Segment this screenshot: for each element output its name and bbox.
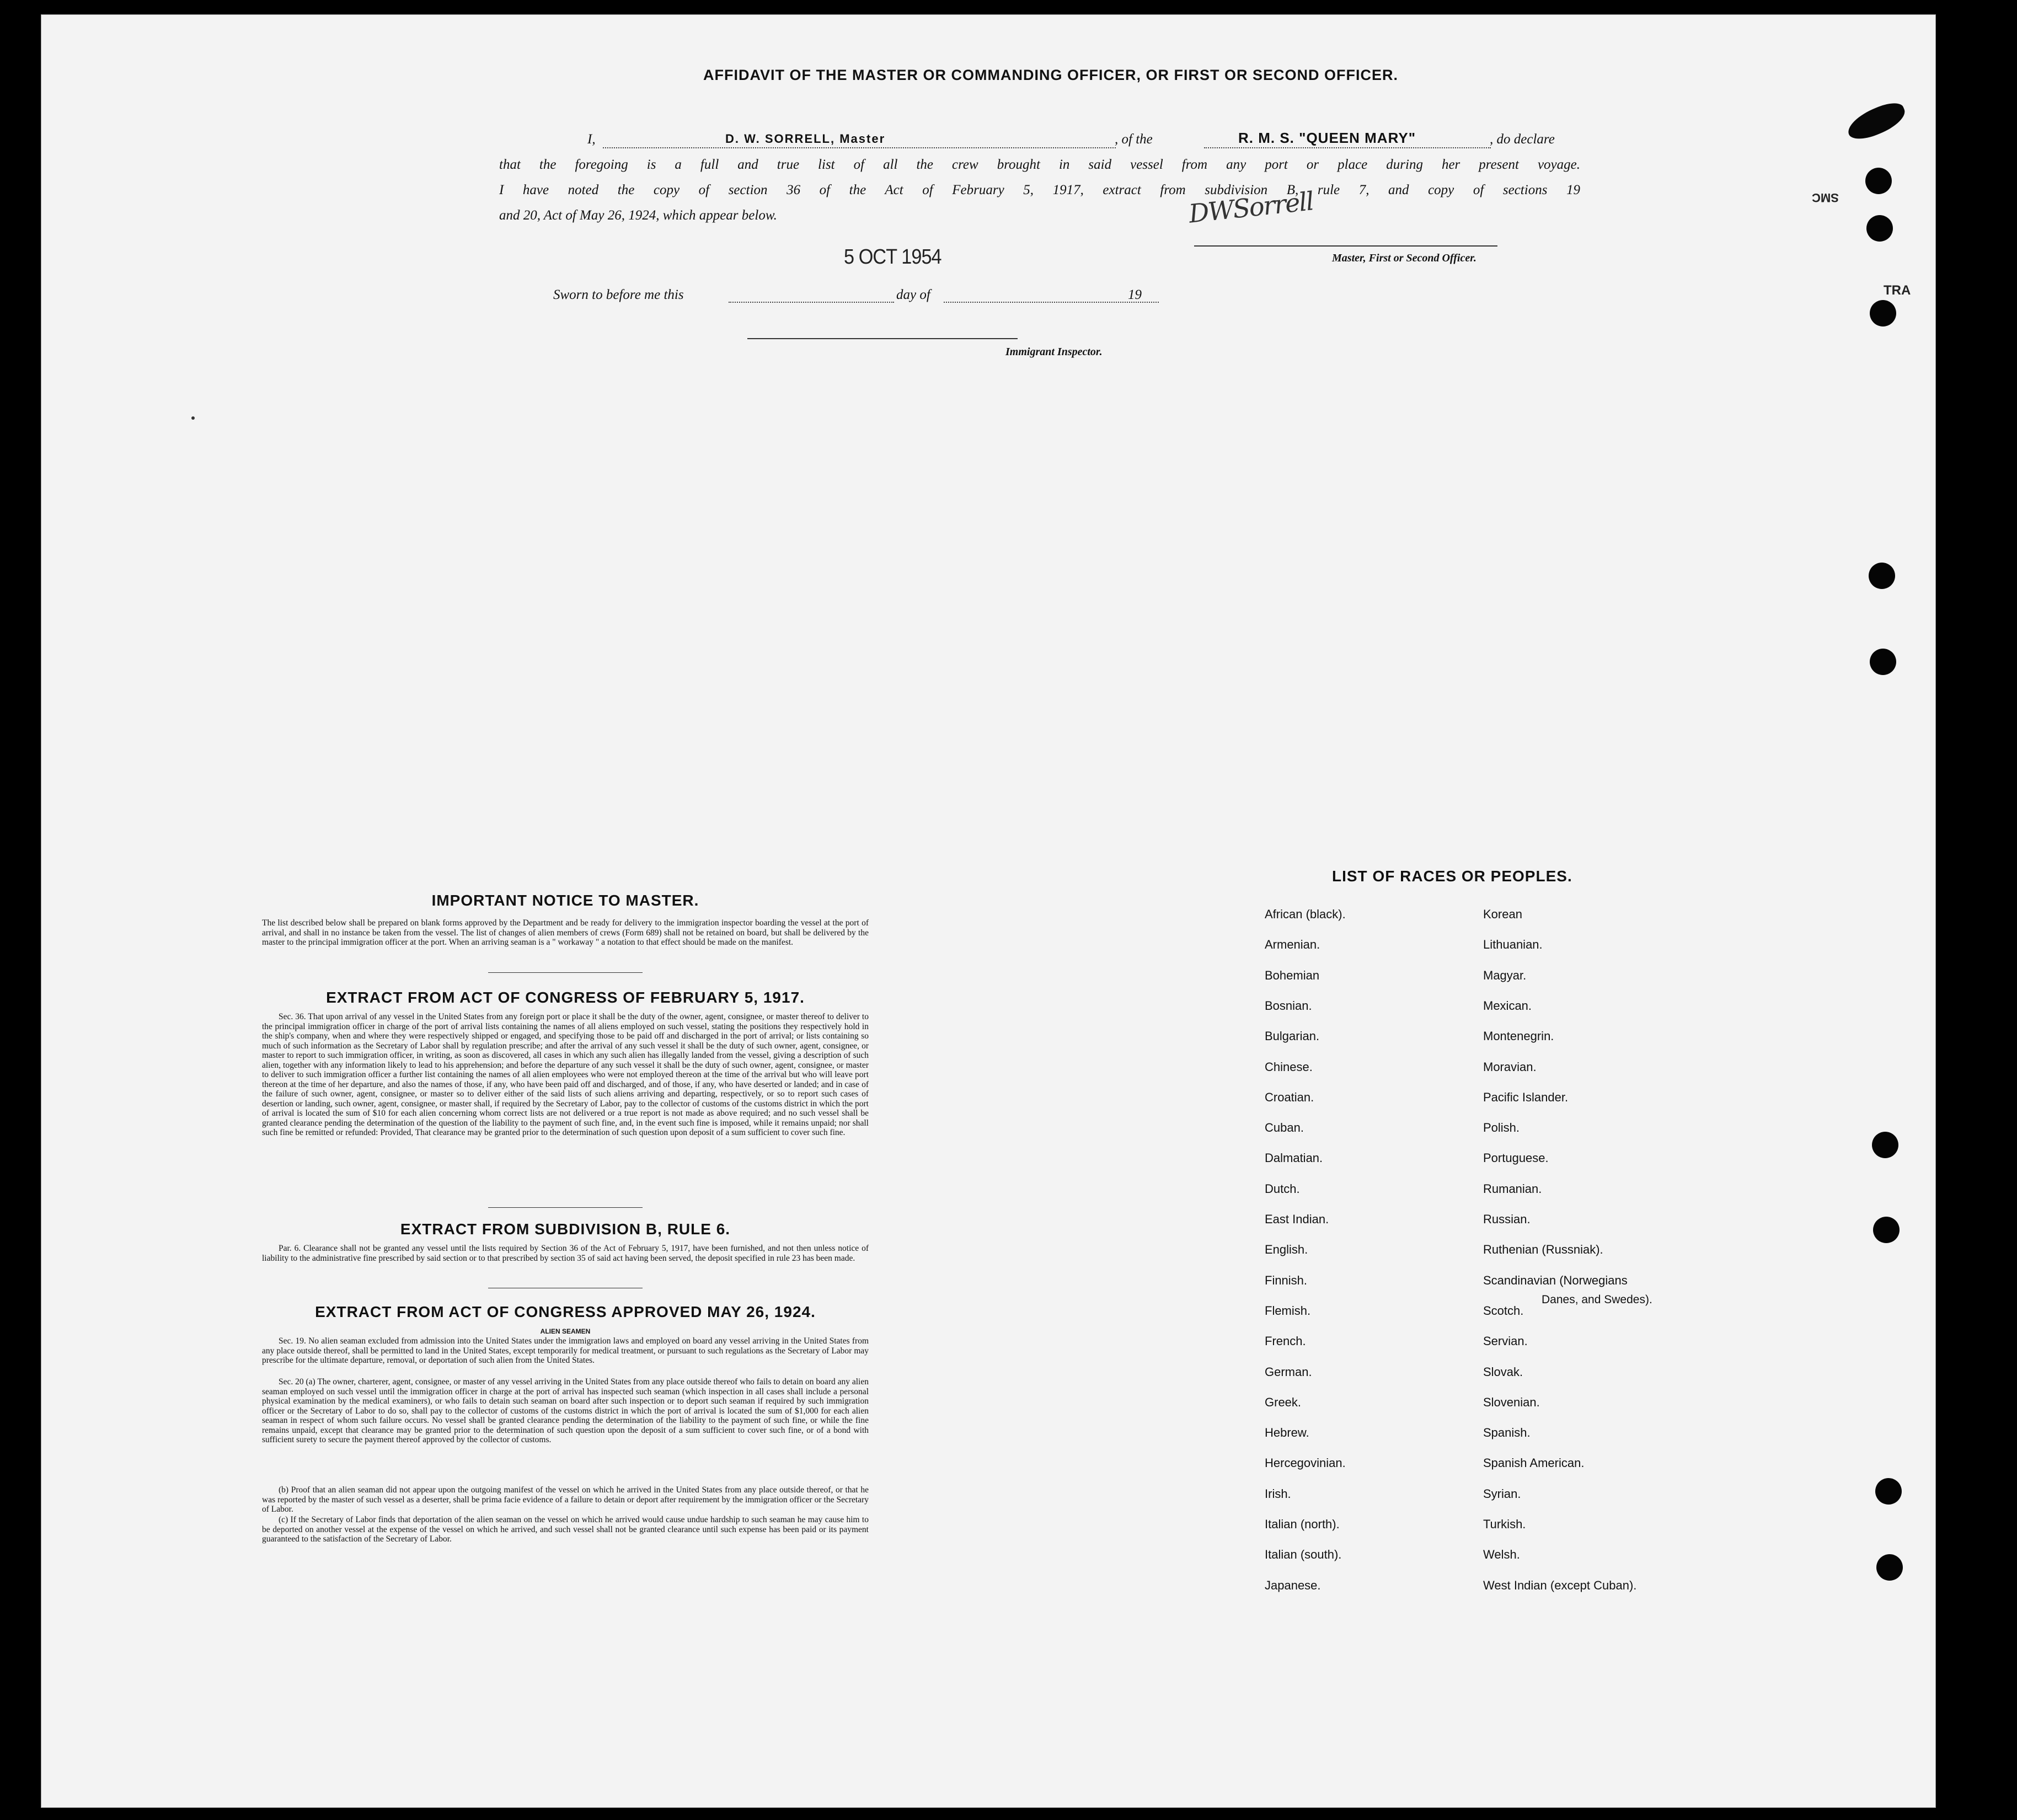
race-right-item: Korean [1483,907,1522,921]
officer-name-line [603,147,1116,148]
section-divider [488,1207,643,1208]
binder-hole [1873,1217,1900,1243]
race-left-item: Dutch. [1265,1181,1300,1196]
race-right-item: Polish. [1483,1121,1520,1135]
binder-hole [1870,649,1896,675]
race-right-item: Rumanian. [1483,1181,1542,1196]
race-left-item: Chinese. [1265,1059,1313,1074]
vessel-name: R. M. S. "QUEEN MARY" [1238,130,1416,146]
affidavit-title: AFFIDAVIT OF THE MASTER OR COMMANDING OFFICER, OR FIRST OR SECOND OFFICER. [703,67,1398,83]
race-right-item: Scandinavian (Norwegians [1483,1273,1628,1287]
stray-mark [191,416,195,420]
races-title: LIST OF RACES OR PEOPLES. [1332,868,1572,885]
race-right-item: Magyar. [1483,968,1527,982]
race-right-item: Turkish. [1483,1517,1526,1531]
affidavit-line-3: I have noted the copy of section 36 of the Act of February 5, 1917, extract from subdivision B, rule 7, and copy of sections 19 [499,183,1580,197]
sworn-month-line [944,302,1159,303]
binder-hole [1872,1132,1898,1158]
race-right-item: Russian. [1483,1212,1531,1226]
race-left-item: Bosnian. [1265,998,1312,1013]
binder-hole [1876,1554,1903,1581]
form-page [41,14,1936,1808]
race-left-item: French. [1265,1334,1306,1348]
extract-1917-title: EXTRACT FROM ACT OF CONGRESS OF FEBRUARY 5, 1917. [326,989,805,1006]
binder-hole [1870,300,1896,326]
rule-6-text: Par. 6. Clearance shall not be granted any vessel until the lists required by Section 36 of the Act of February 5, 1917, have been furnished, and not then unless notice of liability to the administrative fine prescribed by said section or to that prescribed by section 35 of said act having been served, the deposit specified in rule 23 has been made. [262,1244,869,1263]
sec-19-text: Sec. 19. No alien seaman excluded from admission into the United States under the immigration laws and employed on board any vessel arriving in the United States from any place outside thereof, shall be permitted to land in the United States, except temporarily for medical treatment, or pursuant to such regulations as the Secretary of Labor may prescribe for the ultimate departure, removal, or deportation of such alien from the United States. [262,1336,869,1365]
race-right-item: Moravian. [1483,1059,1537,1074]
race-right-item: Portuguese. [1483,1151,1549,1165]
section-divider [488,972,643,973]
race-right-item: Montenegrin. [1483,1029,1554,1043]
officer-signature: DWSorrell [1187,186,1315,229]
race-left-item: Italian (south). [1265,1548,1342,1562]
binder-hole [1869,563,1895,589]
race-left-item: Italian (north). [1265,1517,1340,1531]
race-right-item: West Indian (except Cuban). [1483,1578,1637,1592]
race-right-item: Pacific Islander. [1483,1090,1569,1104]
race-right-item: Servian. [1483,1334,1528,1348]
ink-blot [1843,98,1909,144]
sworn-prefix: Sworn to before me this [553,287,684,302]
race-left-item: Japanese. [1265,1578,1321,1592]
race-right-item: Slovak. [1483,1364,1523,1379]
race-left-item: Armenian. [1265,938,1320,952]
race-right-item: Ruthenian (Russniak). [1483,1243,1603,1257]
affidavit-do-declare: , do declare [1490,132,1555,147]
race-right-item: Spanish American. [1483,1456,1585,1470]
sec-20c-text: (c) If the Secretary of Labor finds that deportation of the alien seaman on the vessel on which he arrived would cause undue hardship to such seaman he may cause him to be deported on another vessel at the expense of the vessel on which he arrived, and such vessel shall not be granted clearance until such expense has been paid or its payment guaranteed to the satisfaction of the Secretary of Labor. [262,1515,869,1544]
race-right-item: Lithuanian. [1483,938,1543,952]
race-right-item: Welsh. [1483,1548,1520,1562]
sworn-year: 19 [1128,287,1142,302]
extract-1924-subtitle: ALIEN SEAMEN [540,1327,591,1335]
race-left-item: English. [1265,1243,1308,1257]
race-left-item: Croatian. [1265,1090,1314,1104]
affidavit-line-4: and 20, Act of May 26, 1924, which appear below. [499,208,777,223]
sworn-day-line [729,302,894,303]
race-left-item: German. [1265,1364,1312,1379]
race-left-item: Flemish. [1265,1303,1311,1318]
race-right-item: Spanish. [1483,1426,1531,1440]
binder-hole [1865,168,1892,194]
affidavit-of-the: , of the [1115,132,1153,147]
race-left-item: Cuban. [1265,1121,1304,1135]
extract-1917-text: Sec. 36. That upon arrival of any vessel in the United States from any foreign port or place it shall be the duty of the owner, agent, consignee, or master thereof to deliver to the principal immigration officer in charge of the port of arrival lists containing the names of all aliens employed on such vessel, stating the positions they respectively hold in the ship's company, when and where they were respectively shipped or engaged, and specifying those to be paid off and discharged in the port of arrival; or lists containing so much of such information as the Secretary of Labor shall by regulation prescribe; and after the arrival of any such vessel it shall be the duty of such owner, agent, consignee, or master to report to such immigration officer, in writing, as soon as discovered, all cases in which any such alien has illegally landed from the vessel, giving a description of such alien, together with any information likely to lead to his apprehension; and before the departure of any such vessel it shall be the duty of such owner, agent, consignee, or master to deliver to such immigration officer a further list containing the names of all alien employees who were not employed thereon at the time of the arrival but who will leave port thereon at the time of her departure, and also the names of those, if any, who have been paid off and discharged, and of those, if any, who have deserted or landed; and in case of the failure of such owner, agent, consignee, or master so to deliver either of the said lists of such aliens arriving and departing, respectively, or so to report such cases of desertion or landing, such owner, agent, consignee, or master shall, if required by the Secretary of Labor, pay to the collector of customs of the customs district in which the port of arrival is located the sum of $10 for each alien concerning whom correct lists are not delivered or a true report is not made as above required; and no such vessel shall be granted clearance pending the determination of the question of the liability to the payment of such fine, and, in the event such fine is imposed, while it remains unpaid; nor shall such fine be remitted or refunded: Provided, That clearance may be granted prior to the determination of such question upon deposit of a sum sufficient to cover such fine. [262,1012,869,1137]
edge-mark-mid: TRA [1884,283,1911,298]
extract-1924-title: EXTRACT FROM ACT OF CONGRESS APPROVED MAY 26, 1924. [315,1303,816,1320]
sworn-day-of: day of [896,287,930,302]
race-right-item: Mexican. [1483,998,1532,1013]
affidavit-i: I, [587,132,596,147]
race-left-item: Dalmatian. [1265,1151,1323,1165]
date-stamp: 5 OCT 1954 [844,245,941,269]
officer-name: D. W. SORRELL, Master [725,132,886,146]
vessel-name-line [1204,147,1491,148]
rule-6-title: EXTRACT FROM SUBDIVISION B, RULE 6. [400,1221,731,1238]
race-left-item: East Indian. [1265,1212,1329,1226]
race-left-item: Irish. [1265,1486,1291,1501]
sec-20b-text: (b) Proof that an alien seaman did not appear upon the outgoing manifest of the vessel on which he arrived in the United States from any place outside thereof, or that he was reported by the master of such vessel as a deserter, shall be prima facie evidence of a failure to detain or deport after requirement by the immigration officer or the Secretary of Labor. [262,1485,869,1514]
race-right-item: Syrian. [1483,1486,1521,1501]
race-left-item: Finnish. [1265,1273,1308,1287]
officer-caption: Master, First or Second Officer. [1332,252,1476,264]
inspector-signature-line [747,338,1018,339]
race-left-item: Hebrew. [1265,1426,1309,1440]
race-right-item: Scotch. [1483,1303,1524,1318]
race-left-item: African (black). [1265,907,1346,921]
sec-20a-text: Sec. 20 (a) The owner, charterer, agent, consignee, or master of any vessel arriving in the United States from any place outside thereof who fails to detain on board any alien seaman employed on such vessel until the immigration officer in charge at the port of arrival has inspected such seaman (which inspection in all cases shall include a personal physical examination by the medical examiners), or who fails to detain such seaman on board after such inspection or to deport such seaman if required by such immigration officer or the Secretary of Labor to do so, shall pay to the collector of customs of the customs district in which the port of arrival is located the sum of $1,000 for each alien seaman in respect of whom such failure occurs. No vessel shall be granted clearance pending the determination of the liability to the payment of such fine, or while the fine remains unpaid, except that clearance may be granted prior to the determination of such question upon the deposit of a sum sufficient to cover such fine, or of a bond with sufficient surety to secure the payment thereof approved by the collector of customs. [262,1377,869,1444]
binder-hole [1875,1478,1902,1505]
race-left-item: Bohemian [1265,968,1320,982]
race-left-item: Hercegovinian. [1265,1456,1346,1470]
notice-title: IMPORTANT NOTICE TO MASTER. [431,892,699,909]
race-left-item: Greek. [1265,1395,1302,1409]
race-item-scandinavian-cont: Danes, and Swedes). [1542,1293,1652,1306]
inspector-caption: Immigrant Inspector. [1005,346,1103,358]
notice-text: The list described below shall be prepared on blank forms approved by the Department and be ready for delivery to the immigration inspector boarding the vessel at the port of arrival, and shall in no instance be taken from the vessel. The list of changes of alien members of crews (Form 689) shall not be retained on board, but shall be delivered by the master to the principal immigration officer at the port. When an arriving seaman is a " workaway " a notation to that effect should be made on the manifest. [262,918,869,947]
signature-line [1194,245,1497,247]
binder-hole [1866,215,1893,242]
affidavit-line-2: that the foregoing is a full and true list of all the crew brought in said vessel from any port or place during her present voyage. [499,157,1580,172]
edge-mark-top: SMC [1812,191,1839,205]
race-left-item: Bulgarian. [1265,1029,1320,1043]
race-right-item: Slovenian. [1483,1395,1540,1409]
